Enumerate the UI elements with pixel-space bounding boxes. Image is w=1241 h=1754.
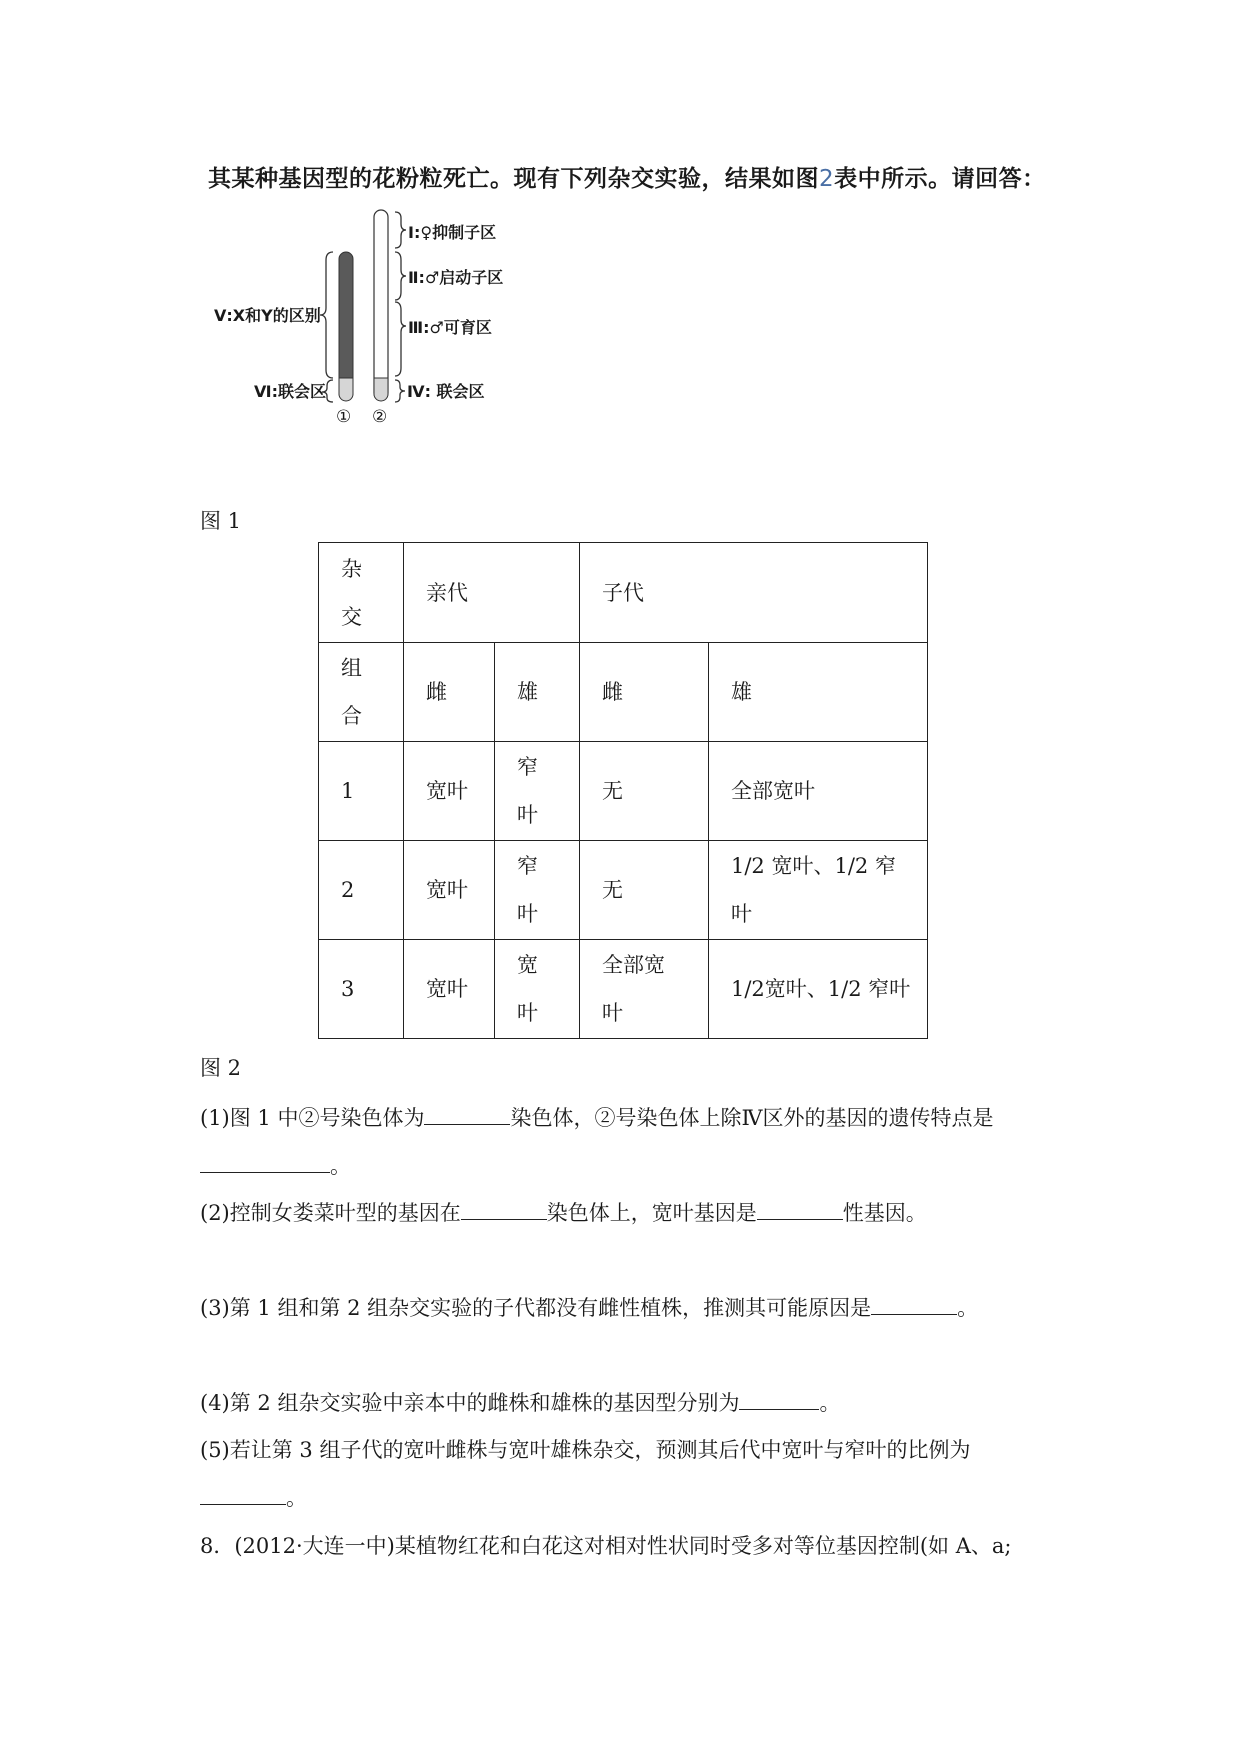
brace-II [395, 252, 406, 300]
cross-results-table [318, 542, 928, 1039]
header-parent: 亲代 [404, 543, 580, 643]
table-row [319, 841, 928, 940]
answer-blank [461, 1197, 547, 1220]
brace-IV [395, 380, 405, 402]
parent-male: 窄 叶 [495, 742, 580, 841]
question-3: (3)第 1 组和第 2 组杂交实验的子代都没有雌性植株，推测其可能原因是 。 [200, 1292, 978, 1322]
sub-parent-female: 雌 [404, 643, 495, 742]
table-row [319, 742, 928, 841]
label-IV: Ⅳ: 联会区 [407, 382, 485, 401]
parent-male: 窄 叶 [495, 841, 580, 940]
offspring-male: 全部宽叶 [709, 742, 928, 841]
label-chromosome-1: ① [336, 407, 352, 427]
question-1: (1)图 1 中②号染色体为 染色体，②号染色体上除Ⅳ区外的基因的遗传特点是 [200, 1102, 993, 1132]
parent-female: 宽叶 [404, 940, 495, 1039]
question-5-cont: 。 [200, 1482, 307, 1512]
answer-blank [739, 1387, 819, 1410]
header-cross-group-a: 杂 交 [319, 543, 404, 643]
offspring-female: 无 [580, 742, 709, 841]
label-II: Ⅱ:♂启动子区 [408, 268, 504, 287]
brace-III [395, 302, 406, 376]
label-III: Ⅲ:♂可育区 [408, 318, 492, 337]
answer-blank [200, 1482, 286, 1505]
chromosome-1-light [339, 378, 353, 401]
group-number: 2 [319, 841, 404, 940]
chromosome-diagram [200, 200, 520, 430]
parent-female: 宽叶 [404, 742, 495, 841]
figure-1-caption: 图 1 [200, 509, 242, 533]
group-number: 1 [319, 742, 404, 841]
sub-offspring-female: 雌 [580, 643, 709, 742]
figure-2-caption: 图 2 [200, 1056, 242, 1080]
chromosome-2 [374, 210, 388, 400]
question-2: (2)控制女娄菜叶型的基因在 染色体上，宽叶基因是 性基因。 [200, 1197, 927, 1227]
sub-offspring-male: 雄 [709, 643, 928, 742]
header-cross-group-b: 组 合 [319, 643, 404, 742]
question-4: (4)第 2 组杂交实验中亲本中的雌株和雄株的基因型分别为 。 [200, 1387, 840, 1417]
parent-female: 宽叶 [404, 841, 495, 940]
table-subheader-row [319, 643, 928, 742]
header-offspring: 子代 [580, 543, 928, 643]
intro-text: 其某种基因型的花粉粒死亡。现有下列杂交实验，结果如图2表中所示。请回答： [208, 166, 1046, 192]
brace-V [320, 252, 333, 378]
parent-male: 宽 叶 [495, 940, 580, 1039]
question-5: (5)若让第 3 组子代的宽叶雌株与宽叶雄株杂交，预测其后代中宽叶与窄叶的比例为 [200, 1438, 971, 1462]
label-V: Ⅴ:X和Y的区别 [214, 306, 321, 325]
answer-blank [757, 1197, 843, 1220]
answer-blank [200, 1150, 330, 1173]
label-VI: Ⅵ:联会区 [254, 382, 326, 401]
answer-blank [871, 1292, 957, 1315]
intro-figure-number: 2 [819, 166, 835, 192]
table-header-row [319, 543, 928, 643]
label-chromosome-2: ② [372, 407, 388, 427]
label-I: Ⅰ:♀抑制子区 [408, 223, 497, 242]
offspring-female: 无 [580, 841, 709, 940]
question-8: 8．(2012·大连一中)某植物红花和白花这对相对性状同时受多对等位基因控制(如 A、a; [200, 1534, 1012, 1558]
offspring-male: 1/2宽叶、1/2 窄叶 [709, 940, 928, 1039]
answer-blank [424, 1102, 510, 1125]
brace-I [395, 212, 406, 248]
offspring-female: 全部宽 叶 [580, 940, 709, 1039]
question-1-cont: 。 [200, 1150, 351, 1180]
group-number: 3 [319, 940, 404, 1039]
sub-parent-male: 雄 [495, 643, 580, 742]
table-row [319, 940, 928, 1039]
offspring-male: 1/2 宽叶、1/2 窄 叶 [709, 841, 928, 940]
chromosome-2-light [374, 378, 388, 401]
